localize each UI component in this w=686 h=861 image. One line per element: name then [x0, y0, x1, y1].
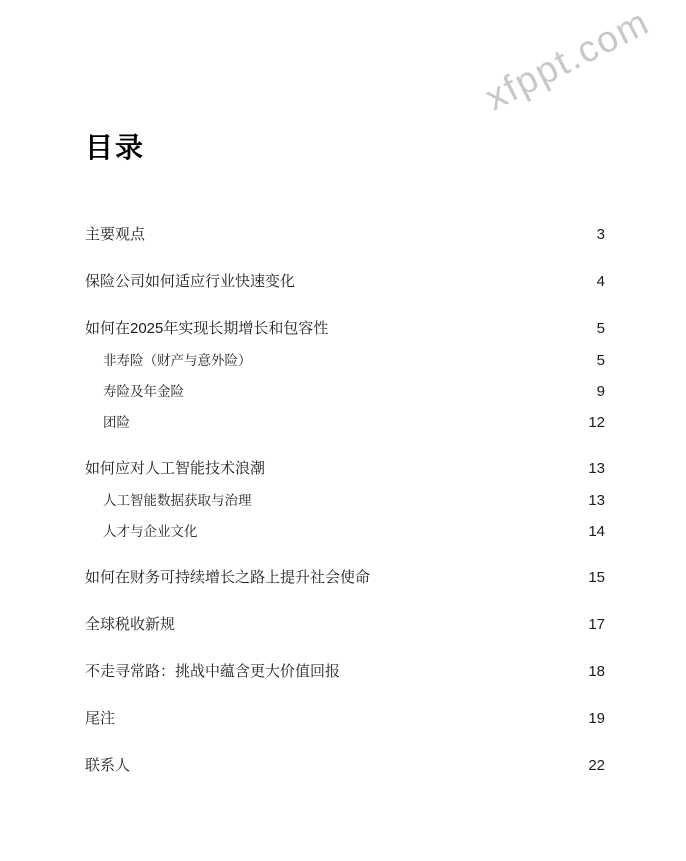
toc-entry-label: 团险 [103, 415, 130, 430]
toc-entry-label: 保险公司如何适应行业快速变化 [85, 273, 296, 290]
toc-entry[interactable] [85, 272, 605, 292]
toc-entry-label: 如何在财务可持续增长之路上提升社会使命 [85, 569, 371, 586]
page-title: 目录 [85, 132, 146, 163]
toc-entry-page-number: 4 [596, 273, 605, 290]
toc-entry[interactable] [85, 351, 605, 370]
toc-entry[interactable] [85, 756, 605, 776]
toc-entry-page-number: 3 [596, 226, 605, 243]
toc-entry-label: 人工智能数据获取与治理 [103, 493, 252, 508]
toc-entry-label: 尾注 [85, 710, 116, 727]
toc-content [85, 0, 605, 776]
toc-entry-page-number: 9 [596, 383, 605, 400]
toc-entry-page-number: 5 [596, 352, 605, 369]
toc-entry-page-number: 22 [588, 757, 605, 774]
toc-entry[interactable] [85, 615, 605, 635]
toc-entry-label: 寿险及年金险 [103, 384, 184, 399]
toc-entry-label: 如何应对人工智能技术浪潮 [85, 460, 266, 477]
toc-entry-page-number: 5 [596, 320, 605, 337]
toc-entry-page-number: 12 [588, 414, 605, 431]
toc-entry[interactable] [85, 459, 605, 479]
toc-entry-page-number: 19 [588, 710, 605, 727]
toc-entry-label: 主要观点 [85, 226, 146, 243]
toc-entry-label: 全球税收新规 [85, 616, 176, 633]
toc-entry-label: 人才与企业文化 [103, 524, 198, 539]
toc-entry[interactable] [85, 413, 605, 432]
toc-entry[interactable] [85, 709, 605, 729]
toc-entry-page-number: 18 [588, 663, 605, 680]
toc-entry[interactable] [85, 491, 605, 510]
watermark-text: xfppt.com [478, 0, 657, 119]
toc-entry-label: 不走寻常路：挑战中蕴含更大价值回报 [85, 663, 341, 680]
toc-entry-label: 如何在2025年实现长期增长和包容性 [85, 320, 329, 337]
toc-entry-page-number: 14 [588, 523, 605, 540]
toc-entry-label: 联系人 [85, 757, 131, 774]
table-of-contents [85, 164, 605, 776]
toc-entry[interactable] [85, 319, 605, 339]
toc-entry[interactable] [85, 662, 605, 682]
toc-entry-label: 非寿险（财产与意外险） [103, 353, 252, 368]
toc-entry[interactable] [85, 382, 605, 401]
toc-entry-page-number: 13 [588, 492, 605, 509]
toc-entry[interactable] [85, 522, 605, 541]
toc-entry-page-number: 15 [588, 569, 605, 586]
toc-entry-page-number: 17 [588, 616, 605, 633]
toc-entry[interactable] [85, 225, 605, 245]
toc-entry[interactable] [85, 568, 605, 588]
toc-entry-page-number: 13 [588, 460, 605, 477]
